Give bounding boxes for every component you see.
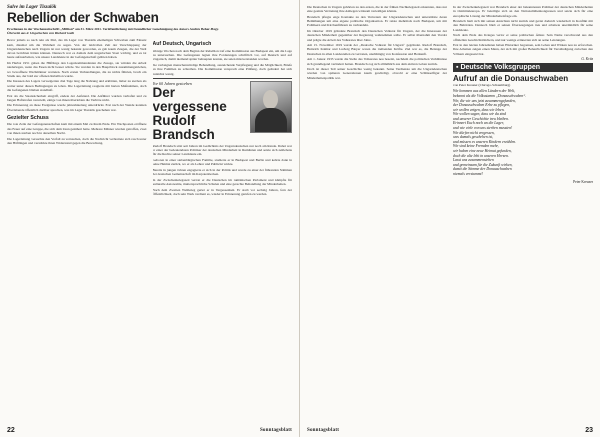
poem-line: der Donauschwaben Erbe zu pflegen, bbox=[453, 103, 511, 108]
paragraph: Am 15. November 1919 wurde der „Deutsche Volksrat für Ungarn“ gegründet. Rudolf Brandsch, Heinrich Kalmar und Ludwig Bleyer waren die treibenden Kräfte. Ziel war es, die Belange der Deutschen in allen Landesteilen zu vertreten, unabhängig von Konfession und Herkunft. bbox=[307, 43, 447, 56]
poem-signature: Peter Kreuzer bbox=[573, 179, 593, 184]
section-subhead: Auf Deutsch, Ungarisch bbox=[152, 41, 212, 48]
poem-line: Wir kommen aus allen Ländern der Welt, bbox=[453, 89, 516, 94]
paragraph: Doch ist dieser Teil seiner Geschichte wenig bekannt. Seine Verdienste um die Ungarndeutschen wurden von späteren Generationen kaum gewürdigt, obwohl er eine Schlüsselfigur der Minderheitenpolitik war. bbox=[307, 67, 447, 80]
paragraph: Wenige Wochen nach dem Beginn der Rebellion traf eine Kommission aus Budapest ein, um die Lage zu untersuchen. Die Gefangenen legten ihre Forderungen schriftlich vor, auf Deutsch und auf Ungarisch, damit niemand später behaupten konnte, sie seien missverstanden worden. bbox=[152, 48, 292, 62]
magazine-logo: Sonntagsblatt bbox=[307, 428, 340, 433]
paragraph: Die Insassen des Lagers verweigerten drei Tage lang die Nahrung und erklärten, lieber zu sterben als weiter unter diesen Bedingungen zu leben. Die Lagerleitung reagierte mit harten Maßnahmen, doch die Gefangenen blieben standhaft. bbox=[7, 79, 147, 92]
paragraph: Bevor jemals so nach rein als Mal, das im Lager von Tiszalök ehemaligen Schwaben zum Einsatz kam, diesmal um die Wahrheit zu sagen. Von der leidvollen Zeit der Verschleppung der Ungarndeutschen nach Ungarn ist nur wenig bekannt geworden, es gab kaum Zeugen, die der Welt davon berichten hätten können. Dennoch war es damals dem ungarischen Staat wichtig, und es ist heute aufzuarbeiten, wie unsere Landsleute in der Gefangenschaft gelitten haben. bbox=[7, 38, 147, 60]
paragraph: Bereits in jungen Jahren engagierte er sich in der Politik und wurde zu einer der führenden Stimmen der deutschen Gemeinschaft im Karpatenbecken. bbox=[152, 167, 292, 177]
paragraph: Brandsch hielt sich mit seinen Ansichten nicht zurück und geriet dadurch wiederholt in Konflikt mit den Behörden. Dennoch blieb er seinen Überzeugungen treu und arbeitete unermüdlich für seine Landsleute. bbox=[453, 19, 593, 32]
paragraph: Erst als die Staatssicherheit eingriff, endete der Aufstand. Die Anführer wurden verhaftet und zu langen Haftstrafen verurteilt, einige von ihnen überlebten die Verhöre nicht. bbox=[7, 93, 147, 102]
divider bbox=[153, 78, 293, 79]
paragraph: Sie verlangten menschenwürdige Behandlung, ausreichende Verpflegung und die Möglichkeit, Briefe an ihre Familien zu schreiben. Die Kommission versprach eine Prüfung, doch geändert hat sich zunächst wenig. bbox=[152, 63, 292, 76]
article-translator: Übersetzt aus d. Ungarischen von Richard Guth bbox=[7, 31, 75, 36]
poem bbox=[453, 89, 593, 176]
paragraph: In der Zwischenkriegszeit war Brandsch einer der bekanntesten Politiker der deutschen Minderheiten in Ostmitteleuropa. Er beteiligte sich an den Nationalitätenkongressen und setzte sich für eine europäische Lösung der Minderheitenfrage ein. bbox=[453, 5, 593, 18]
feature-header-text bbox=[153, 81, 248, 144]
paragraph: Nach dem Zweiten Weltkrieg geriet er in Vergessenheit. Er starb vor sechzig Jahren, fern der Öffentlichkeit, doch sein Werk verdient es, wieder in Erinnerung gerufen zu werden. bbox=[152, 187, 292, 196]
paragraph: Die Erinnerung an diese Ereignisse wurde jahrzehntelang unterdrückt. Erst nach der Wende konnten Überlebende öffentlich darüber sprechen, was im Lager Tiszalök geschehen war. bbox=[7, 103, 147, 112]
poem-title: Aufruf an die Donauschwaben bbox=[453, 74, 569, 84]
page-number: 22 bbox=[7, 427, 15, 434]
left-column-1 bbox=[7, 38, 147, 197]
paragraph: Die rote Zeile der Gefangenenschaften kam mit einem Mal zu ihrem Ende. Ein Wachposten eröffnete das Feuer auf eine Gruppe, die sich dem Zaun genähert hatte. Mehrere Männer wurden getroffen, zwei von ihnen starben noch in derselben Nacht. bbox=[7, 122, 147, 135]
right-columns bbox=[307, 5, 593, 185]
poem-line: Wir wollen sagen, dass wir da sind bbox=[453, 112, 507, 117]
poem-line: und wie viele von uns sterben mussten! bbox=[453, 126, 513, 131]
poem-line: niemals verstummt! bbox=[453, 172, 483, 176]
poem-byline: von Peter Kreuzer (Chicago-Schaumburg) bbox=[453, 83, 511, 88]
feature-kicker: Vor 60 Jahren gestorben bbox=[152, 80, 192, 86]
paragraph: Die Deutschen in Ungarn gehörten zu den ersten, die in der frühen Nachkriegszeit erkannten, dass nur eine geeinte Vertretung ihre Anliegen wirksam verteidigen könnte. bbox=[307, 5, 447, 14]
banner-label: Deutsche Volksgruppen bbox=[460, 64, 541, 72]
paragraph: Im Herbst 1951 gaben die Häftlinge den Lagerkommandanten die Zusage, sie würden die Arbeit niederlegen, wenn das Essen nicht besser würde. Sie wurden in den Hauptblock zusammengetrieben, wo bewaffnete Wachmänner warteten. Nach ersten Verhandlungen, die zu nichts führten, brach ein Streik aus, der bald zur offenen Rebellion wurde. bbox=[7, 61, 147, 78]
portrait-photo bbox=[250, 81, 292, 133]
article-headline: Rebellion der Schwaben bbox=[7, 10, 159, 25]
poem-line: Wir, die wir uns jetzt zusammengefunden, bbox=[453, 98, 516, 103]
poem-line: wir haben eine neue Heimat gefunden, bbox=[453, 149, 512, 154]
paragraph: Die Lagerleitung versuchte den Vorfall zu vertuschen, doch die Nachricht verbreitete sich rasch unter den Häftlingen und verstärkte ihren Widerstand gegen die Bewachung. bbox=[7, 136, 147, 145]
banner-marker: ▪ bbox=[456, 64, 461, 72]
page-footer bbox=[307, 427, 593, 434]
left-columns bbox=[7, 38, 292, 197]
left-column-2 bbox=[153, 38, 293, 197]
poem-line: was damals geschehen ist, bbox=[453, 135, 494, 140]
poem-line: und müssen es unseren Kindern erzählen. bbox=[453, 139, 517, 144]
paragraph: Im Oktober 1919 gründete Brandsch den Deutschen Volksrat für Ungarn, der die Interessen der deutschen Minderheit gegenüber der Regierung wahrnehmen sollte. Er selbst übernahm den Vorsitz und prägte die Arbeit des Volksrates über Jahre. bbox=[307, 29, 447, 42]
poem-line: wir wollen zeigen, dass wir leben. bbox=[453, 107, 505, 112]
paragraph: Nach dem Ende des Krieges verlor er seine politischen Ämter. Sein Name verschwand aus den offiziellen Geschichtsbüchern, und nur wenige erinnerten sich an seine Leistungen. bbox=[453, 33, 593, 42]
poem-line: Erinnert Euch noch an die Lager, bbox=[453, 121, 504, 126]
paragraph: In der Zwischenkriegszeit vertrat er die Deutschen im rumänischen Parlament und kämpfte für kulturelle Autonomie, muttersprachliche Schulen und eine gerechte Behandlung der Minderheiten. bbox=[152, 177, 292, 186]
right-column-2 bbox=[453, 5, 593, 185]
section-banner bbox=[453, 63, 593, 72]
paragraph: Geboren in einer siebenbürgischen Familie, studierte er in Budapest und Berlin und kehrte dann in seine Heimat zurück, wo er als Lehrer und Publizist wirkte. bbox=[152, 157, 292, 167]
right-page bbox=[300, 0, 600, 437]
paragraph: Rudolf Brandsch sitzt seit Jahren im Gedächtnis der Ungarndeutschen nur noch am Rande. Dabei war er einer der bedeutendsten Politiker der deutschen Minderheit in Rumänien und setzte sich zeitlebens für die Rechte seiner Landsleute ein. bbox=[152, 143, 292, 157]
paragraph: Erst in den letzten Jahrzehnten haben Historiker begonnen, sein Leben und Wirken neu zu erforschen. Ihre Arbeiten zeigen einen Mann, der sich mit großer Beharrlichkeit für Verständigung zwischen den Völkern eingesetzt hat. bbox=[453, 43, 593, 56]
feature-headline: Der vergessene Rudolf Brandsch bbox=[152, 84, 227, 142]
magazine-logo: Sonntagsblatt bbox=[259, 428, 292, 433]
poem-line: und gemeinsam für die Zukunft wirken, bbox=[453, 162, 513, 167]
article-kicker: Salve im Lager Tiszalök bbox=[7, 5, 57, 10]
feature-header bbox=[153, 81, 293, 144]
article-intro: Erschienen in der Wochenzeitschrift „Million“ am 31. März 2011. Veröffentlichung mit freundlicher Genehmigung des Autors Andrés Behar-Hegy. bbox=[7, 27, 219, 31]
poem-line: doch die alte lebt in unseren Herzen. bbox=[453, 153, 509, 158]
page-number: 23 bbox=[585, 427, 593, 434]
author-signature: G. Kritz bbox=[581, 57, 593, 62]
poem-line: Wir dürfen nicht vergessen, bbox=[453, 130, 495, 135]
poem-line: Wir sind keine Fremden mehr, bbox=[453, 144, 499, 149]
page-footer bbox=[7, 427, 292, 434]
poem-line: damit die Stimme der Donauschwaben bbox=[453, 167, 512, 172]
section-subhead: Gezielter Schuss bbox=[7, 114, 49, 121]
poem-line: bekannt als die Volksstamm „Donauschwaben“. bbox=[453, 93, 527, 98]
paragraph: Brandsch pflegte enge Kontakte zu den Vertretern der Ungarndeutschen und unterstützte deren Bemühungen um eine eigene politische Organisation. Er reiste mehrmals nach Budapest, um mit Politikern und Kirchenführern zu verhandeln. bbox=[307, 14, 447, 28]
portrait-face bbox=[263, 90, 278, 109]
poem-line: Lasst uns zusammenstehen bbox=[453, 158, 494, 163]
right-column-1 bbox=[307, 5, 447, 185]
paragraph: Am 1. Januar 1933 wurde die Stelle des Volksrates neu besetzt, nachdem die politischen Verhältnisse sich grundlegend verändert hatten. Brandsch zog sich allmählich aus dem aktiven Leben zurück. bbox=[307, 57, 447, 66]
poem-line: und unserer Geschichte treu bleiben. bbox=[453, 116, 509, 121]
portrait-suit bbox=[255, 108, 287, 132]
